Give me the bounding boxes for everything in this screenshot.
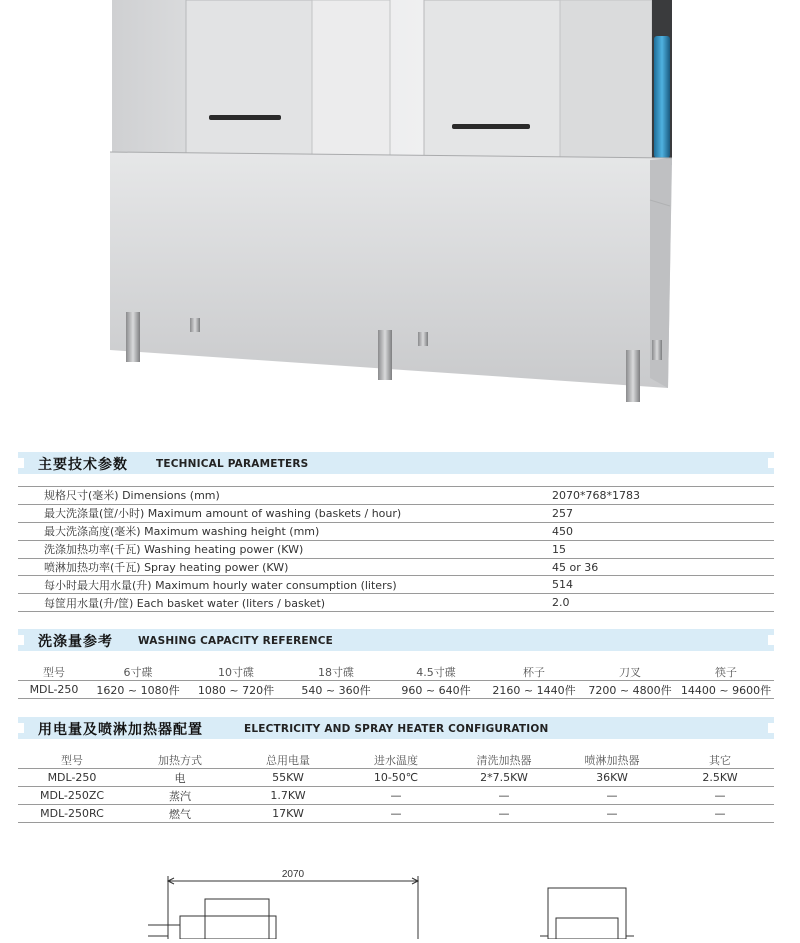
table-cell: 1620 ~ 1080件 [90, 681, 186, 699]
table-row [18, 487, 774, 505]
table-cell: MDL-250 [18, 769, 126, 787]
dimension-drawing [0, 848, 800, 939]
table-cell: 2160 ~ 1440件 [486, 681, 582, 699]
table-row [18, 594, 774, 612]
table-cell: 蒸汽 [126, 787, 234, 805]
column-header: 18寸碟 [286, 663, 386, 681]
column-header: 6寸碟 [90, 663, 186, 681]
section-title-en: ELECTRICITY AND SPRAY HEATER CONFIGURATION [244, 723, 549, 735]
section-header-capacity [18, 629, 774, 651]
table-row [18, 522, 774, 540]
table-cell: 2*7.5KW [450, 769, 558, 787]
table-cell: — [558, 787, 666, 805]
product-photo [0, 0, 800, 420]
column-header: 刀叉 [582, 663, 678, 681]
table-cell: — [450, 787, 558, 805]
param-label: 最大洗涤量(筐/小时) Maximum amount of washing (baskets / hour) [18, 504, 526, 522]
param-value: 514 [526, 576, 774, 594]
electricity-config-table [18, 751, 774, 823]
column-header: 喷淋加热器 [558, 751, 666, 769]
table-cell: 电 [126, 769, 234, 787]
column-header: 杯子 [486, 663, 582, 681]
section-title-zh: 用电量及喷淋加热器配置 [38, 722, 203, 738]
section-title-zh: 洗涤量参考 [38, 634, 113, 650]
table-cell: MDL-250 [18, 681, 90, 699]
param-value: 45 or 36 [526, 558, 774, 576]
washing-capacity-table [18, 663, 774, 699]
table-cell: 1080 ~ 720件 [186, 681, 286, 699]
table-header-row [18, 751, 774, 769]
table-cell: — [666, 787, 774, 805]
section-title-en: TECHNICAL PARAMETERS [156, 458, 309, 470]
table-row [18, 787, 774, 805]
column-header: 型号 [18, 751, 126, 769]
table-cell: — [558, 805, 666, 823]
section-header-technical [18, 452, 774, 474]
column-header: 总用电量 [234, 751, 342, 769]
table-cell: 10-50℃ [342, 769, 450, 787]
table-cell: 540 ~ 360件 [286, 681, 386, 699]
table-cell: — [450, 805, 558, 823]
column-header: 型号 [18, 663, 90, 681]
param-value: 15 [526, 540, 774, 558]
section-header-electric [18, 717, 774, 739]
table-cell: — [342, 805, 450, 823]
table-row [18, 769, 774, 787]
section-title-zh: 主要技术参数 [38, 457, 128, 473]
param-value: 257 [526, 504, 774, 522]
table-cell: 36KW [558, 769, 666, 787]
table-row [18, 558, 774, 576]
table-row [18, 540, 774, 558]
table-cell: 2.5KW [666, 769, 774, 787]
table-cell: — [342, 787, 450, 805]
table-row [18, 805, 774, 823]
param-label: 最大洗涤高度(毫米) Maximum washing height (mm) [18, 522, 526, 540]
table-cell: 1.7KW [234, 787, 342, 805]
column-header: 10寸碟 [186, 663, 286, 681]
param-label: 洗涤加热功率(千瓦) Washing heating power (KW) [18, 540, 526, 558]
column-header: 其它 [666, 751, 774, 769]
table-cell: 55KW [234, 769, 342, 787]
table-cell: 17KW [234, 805, 342, 823]
section-title-en: WASHING CAPACITY REFERENCE [138, 635, 334, 647]
param-label: 每筐用水量(升/筐) Each basket water (liters / basket) [18, 594, 526, 612]
table-cell: MDL-250RC [18, 805, 126, 823]
table-row [18, 504, 774, 522]
table-cell: 14400 ~ 9600件 [678, 681, 774, 699]
table-cell: 燃气 [126, 805, 234, 823]
table-cell: MDL-250ZC [18, 787, 126, 805]
table-cell: — [666, 805, 774, 823]
column-header: 进水温度 [342, 751, 450, 769]
column-header: 加热方式 [126, 751, 234, 769]
param-value: 450 [526, 522, 774, 540]
table-header-row [18, 663, 774, 681]
table-cell: 960 ~ 640件 [386, 681, 486, 699]
param-label: 规格尺寸(毫米) Dimensions (mm) [18, 487, 526, 505]
dimension-label: 2070 [281, 869, 305, 880]
param-label: 每小时最大用水量(升) Maximum hourly water consumption (liters) [18, 576, 526, 594]
param-value: 2.0 [526, 594, 774, 612]
table-cell: 7200 ~ 4800件 [582, 681, 678, 699]
param-value: 2070*768*1783 [526, 487, 774, 505]
column-header: 清洗加热器 [450, 751, 558, 769]
param-label: 喷淋加热功率(千瓦) Spray heating power (KW) [18, 558, 526, 576]
table-row [18, 681, 774, 699]
column-header: 筷子 [678, 663, 774, 681]
column-header: 4.5寸碟 [386, 663, 486, 681]
table-row [18, 576, 774, 594]
technical-parameters-table [18, 486, 774, 612]
